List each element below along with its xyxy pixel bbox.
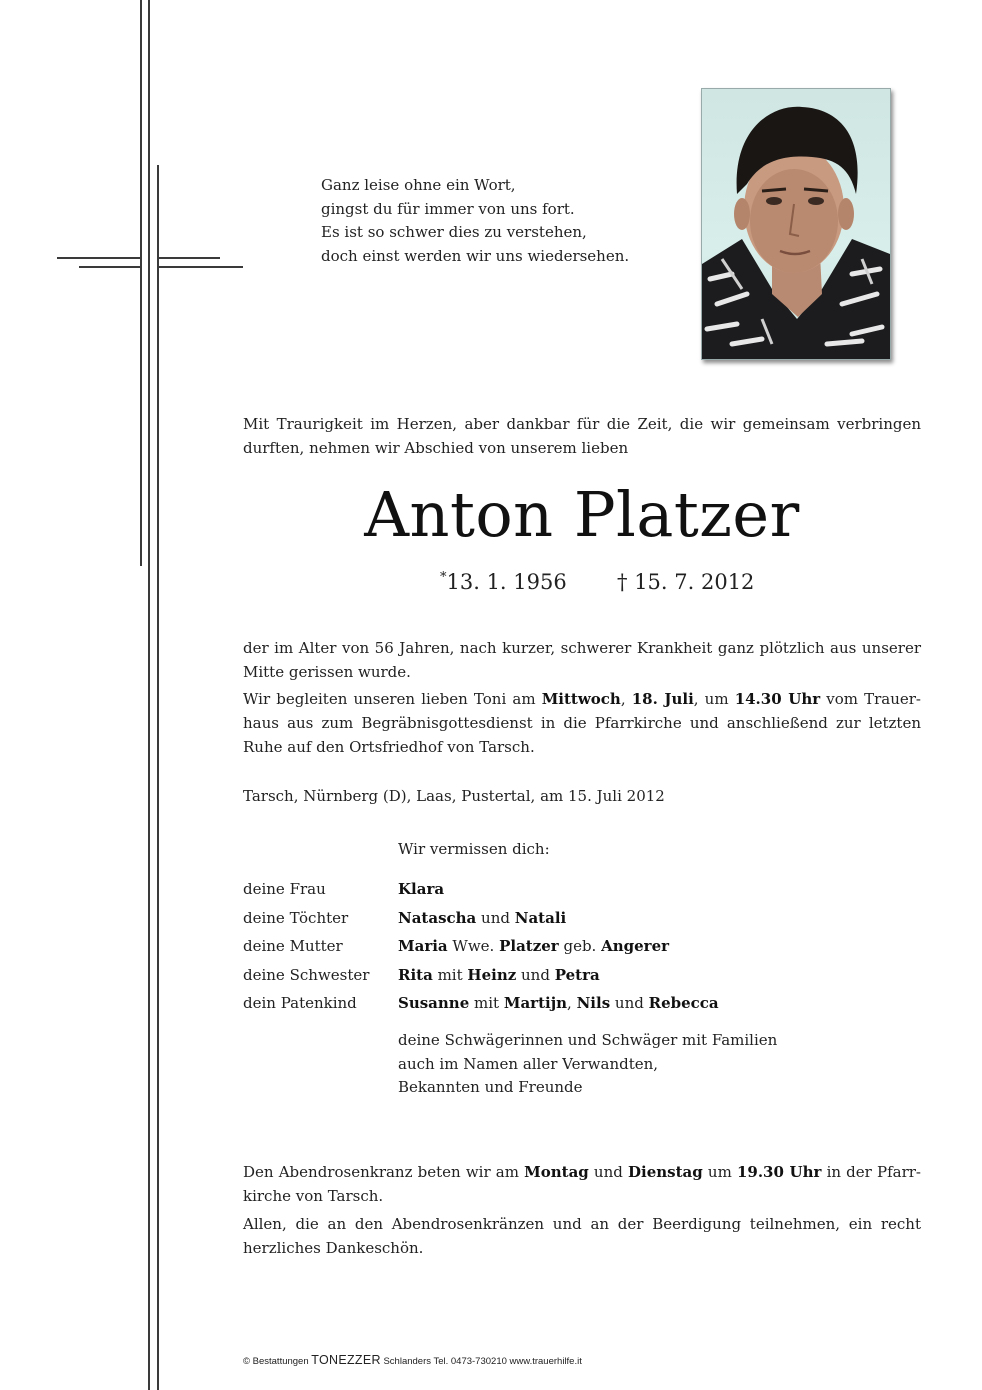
- funeral-text: [243, 687, 921, 759]
- family-relation: deine Mutter: [243, 937, 343, 955]
- footer-prefix: © Bestattungen: [243, 1356, 312, 1367]
- family-name: Petra: [554, 965, 600, 984]
- extra-line: Bekannten und Freunde: [398, 1078, 583, 1096]
- cross-vertical-line-2: [148, 0, 150, 1390]
- funeral-date: 18. Juli: [631, 690, 694, 708]
- rosary-text: [243, 1160, 921, 1208]
- family-joiner: geb.: [558, 937, 602, 955]
- funeral-text-part: ,: [620, 690, 632, 708]
- portrait-photo: [701, 88, 891, 360]
- poem-line: gingst du für immer von uns fort.: [321, 199, 575, 218]
- family-name: Susanne: [398, 994, 470, 1012]
- family-joiner: und: [610, 994, 649, 1012]
- family-names: [398, 966, 600, 984]
- birth-date: [440, 570, 567, 594]
- funeral-text-part: Wir begleiten unseren lieben Toni am: [243, 690, 542, 708]
- family-relation: deine Schwester: [243, 965, 370, 984]
- miss-heading: Wir vermissen dich:: [398, 840, 550, 858]
- family-name: Nils: [576, 994, 611, 1012]
- family-name: Klara: [398, 880, 445, 898]
- rosary-time: 19.30 Uhr: [736, 1163, 822, 1181]
- cross-horizontal-line-2: [158, 257, 220, 259]
- family-relation: deine Frau: [243, 880, 326, 898]
- family-joiner: ,: [567, 994, 577, 1012]
- funeral-time: 14.30 Uhr: [734, 690, 821, 708]
- deceased-name: Anton Platzer: [364, 478, 800, 551]
- family-names: [398, 994, 719, 1012]
- cross-horizontal-line-4: [158, 266, 243, 268]
- family-names: [398, 880, 444, 898]
- family-name: Natascha: [398, 908, 477, 927]
- footer: [243, 1353, 582, 1367]
- footer-contact: Schlanders Tel. 0473-730210 www.trauerhilfe.it: [380, 1356, 582, 1367]
- rosary-text-part: um: [702, 1163, 737, 1181]
- rosary-text-part: in der Pfarrkirche von Tarsch.: [243, 1163, 921, 1205]
- family-joiner: Wwe.: [447, 937, 500, 955]
- family-joiner: mit: [469, 994, 504, 1012]
- family-name: Angerer: [601, 937, 670, 955]
- family-name: Rebecca: [648, 994, 719, 1012]
- family-name: Maria: [398, 937, 448, 955]
- rosary-day: Montag: [524, 1163, 589, 1181]
- poem-line: Es ist so schwer dies zu verstehen,: [321, 223, 587, 241]
- extra-line: deine Schwägerinnen und Schwäger mit Familien: [398, 1031, 778, 1049]
- rosary-day: Dienstag: [628, 1163, 703, 1181]
- poem-line: Ganz leise ohne ein Wort,: [321, 176, 516, 194]
- birth-date-value: 13. 1. 1956: [446, 570, 567, 594]
- cross-vertical-line-1: [140, 0, 142, 566]
- family-name: Martijn: [503, 994, 568, 1012]
- thanks-text: Allen, die an den Abendrosenkränzen und an der Beerdigung teilnehmen, ein recht herzliches Dankeschön.: [243, 1215, 921, 1257]
- family-name: Natali: [514, 908, 567, 927]
- age-text: der im Alter von 56 Jahren, nach kurzer, schwerer Krankheit ganz plötzlich aus unserer Mitte gerissen wurde.: [243, 639, 921, 681]
- places-date: Tarsch, Nürnberg (D), Laas, Pustertal, am 15. Juli 2012: [243, 787, 665, 805]
- family-names: [398, 909, 566, 927]
- death-date: [617, 570, 754, 594]
- family-name: Platzer: [499, 937, 559, 955]
- funeral-day: Mittwoch: [541, 690, 621, 708]
- birth-symbol: *: [440, 570, 447, 585]
- family-joiner: und: [516, 965, 555, 984]
- family-joiner: und: [476, 908, 515, 927]
- death-date-value: 15. 7. 2012: [634, 570, 755, 594]
- cross-vertical-line-3: [157, 165, 159, 1390]
- family-relation: dein Patenkind: [243, 994, 357, 1012]
- cross-horizontal-line-1: [57, 257, 141, 259]
- rosary-text-part: Den Abendrosenkranz beten wir am: [243, 1163, 525, 1181]
- poem: [321, 174, 629, 268]
- death-symbol: †: [617, 570, 628, 594]
- cross-horizontal-line-3: [79, 266, 141, 268]
- extra-line: auch im Namen aller Verwandten,: [398, 1054, 659, 1073]
- portrait-illustration: [702, 89, 890, 359]
- family-name: Rita: [398, 965, 433, 984]
- extra-mourners: [398, 1029, 777, 1100]
- footer-brand: TONEZZER: [311, 1353, 381, 1367]
- intro-text: Mit Traurigkeit im Herzen, aber dankbar für die Zeit, die wir gemeinsam verbringen durften, nehmen wir Abschied von unserem lieben: [243, 415, 921, 457]
- family-names: [398, 937, 669, 955]
- poem-line: doch einst werden wir uns wiedersehen.: [321, 246, 630, 265]
- family-name: Heinz: [467, 965, 517, 984]
- rosary-text-part: und: [588, 1163, 629, 1181]
- family-joiner: mit: [432, 965, 468, 984]
- funeral-text-part: vom Trauerhaus aus zum Begräbnisgottesdienst in die Pfarrkirche und anschließend zur letzten Ruhe auf den Ortsfriedhof von Tarsch.: [243, 690, 921, 756]
- family-relation: deine Töchter: [243, 908, 349, 927]
- funeral-text-part: , um: [693, 690, 735, 708]
